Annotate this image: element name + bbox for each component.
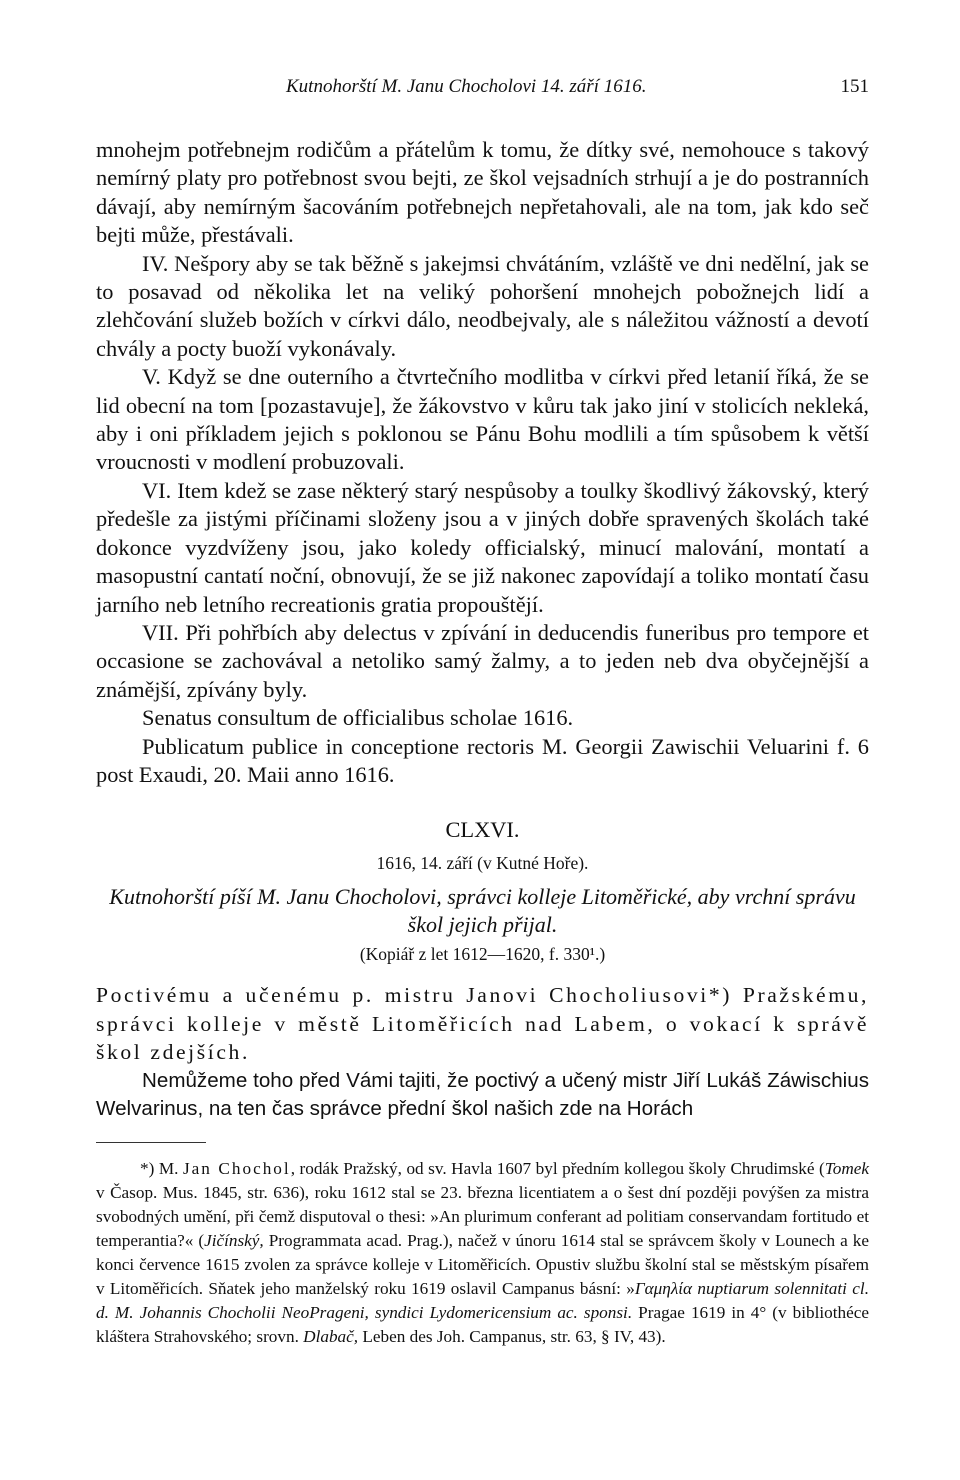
footnote-text: Leben des Joh. Campanus, str. 63, § IV, 43). <box>358 1327 666 1347</box>
footnote-text: Pragae 1619 in 4° (v bibliothéce kláštera Strahovského; srovn. <box>96 1303 869 1347</box>
footnote-divider <box>96 1142 206 1143</box>
footnote-text: Programmata acad. Prag.), načež v únoru 1614 stal se správcem školy v Lounech a ke konci července 1615 zvolen za správce kolleje v Litoměřicích. Opustiv službu školní stal se městským písařem v Litoměřicích. Sňatek jeho manželský roku 1619 oslavil Campanus básní: » <box>96 1230 869 1299</box>
footnote-cite-jicinsky: Jičínský, <box>204 1230 264 1250</box>
footnote-text: v Časop. Mus. 1845, str. 636), roku 1612 stal se 23. března licentiatem a o šest dní později povýšen za mistra svobodných umění, při čemž disputoval o thesi: »An plurimum conferant ad politiam conservandam fortitudo et temperantia?« ( <box>96 1182 869 1250</box>
footnote-cite-dlabac: Dlabač, <box>303 1327 359 1347</box>
paragraph-article-v: V. Když se dne outerního a čtvrtečního modlitba v církvi před letanií říká, že se lid obecní na tom [pozastavuje], že žákovstvo v kůru tak jako jiní v stolicích nekleká, aby i oni příkladem jejich s poklonou se Pánu Bohu modlili a tím spůsobem k větší vroucnosti v modlení probuzovali. <box>96 364 869 475</box>
running-head: Kutnohorští M. Janu Chocholovi 14. září 1616. <box>286 76 647 97</box>
page-body <box>96 136 869 1349</box>
footnote-text: , rodák Pražský, od sv. Havla 1607 byl předním kollegou školy Chrudimské ( <box>290 1158 825 1178</box>
paragraph-article-iv: IV. Nešpory aby se tak běžně s jakejmsi chvátáním, vzláště ve dni nedělní, jak se to posavad od několika let na veliký pohoršení mnohejch pobožnejch lidí a zlehčování služeb božích v církvi dálo, neodbejvaly, ale s náležitou vážností a devotí chvály a pocty buoží vykonávaly. <box>96 250 869 361</box>
paragraph-article-vii: VII. Při pohřbích aby delectus v zpívání in deducendis funeribus pro tempore et occasione se zachovával a netoliko samý žalmy, a to jeden neb dva obyčejnější a známější, zpívány byly. <box>96 619 869 702</box>
footnote-marker: *) M. <box>140 1158 183 1178</box>
paragraph-publicatum: Publicatum publice in conceptione rectoris M. Georgii Zawischii Veluarini f. 6 post Exaudi, 20. Maii anno 1616. <box>96 733 869 787</box>
document-date: 1616, 14. září (v Kutné Hoře). <box>376 853 589 874</box>
footnote-name: Jan Chochol <box>182 1158 291 1178</box>
letter-address: Poctivému a učenému p. mistru Janovi Chocholiusovi*) Pražskému, správci kolleje v městě Litoměřicích nad Labem, o vokací k správě škol zdejších. <box>96 983 869 1065</box>
document-source: (Kopiář z let 1612—1620, f. 330¹.) <box>359 944 606 965</box>
letter-opening: Nemůžeme toho před Vámi tajiti, že poctivý a učený mistr Jiří Lukáš Záwischius Welvarinus, na ten čas správce přední škol našich zde na Horách <box>96 1068 869 1121</box>
paragraph-article-vi: VI. Item kdež se zase některý starý nespůsoby a toulky škodlivý žákovský, který předešle za jistými příčinami složeny jsou a v jiných dobře spravených školách také dokonce vyzdvíženy jsou, jako koledy officialský, minucí malování, montatí a masopustní cantatí noční, obnovují, že se již nakonec zapovídají a toliko montatí času jarního neb letního recreationis gratia propouštějí. <box>96 477 869 617</box>
paragraph-senatus-consultum: Senatus consultum de officialibus scholae 1616. <box>142 705 574 731</box>
document-title: Kutnohorští píší M. Janu Chocholovi, správci kolleje Litoměřické, aby vrchní správu škol jejich přijal. <box>109 884 856 938</box>
footnote-cite-campanus: Γαμηλία nuptiarum solennitati cl. d. M. Johannis Chocholii NeoPrageni, syndici Lydomericensium ac. sponsi. <box>96 1279 869 1323</box>
footnote-cite-tomek: Tomek <box>824 1158 869 1178</box>
page-header <box>96 76 869 106</box>
paragraph-continuation: mnohejm potřebnejm rodičům a přátelům k tomu, že dítky své, nemohouce s takový nemírný platy pro potřebnost svou bejti, ze škol vejsadních strhují a je do postranních dávají, aby nemírným šacováním potřebnejch nepřetahovali, ale na tom, jak kdo seč bejti může, přestávali. <box>96 137 869 248</box>
page-number: 151 <box>840 76 869 97</box>
document-number: CLXVI. <box>445 817 520 843</box>
footnote <box>96 1157 869 1350</box>
